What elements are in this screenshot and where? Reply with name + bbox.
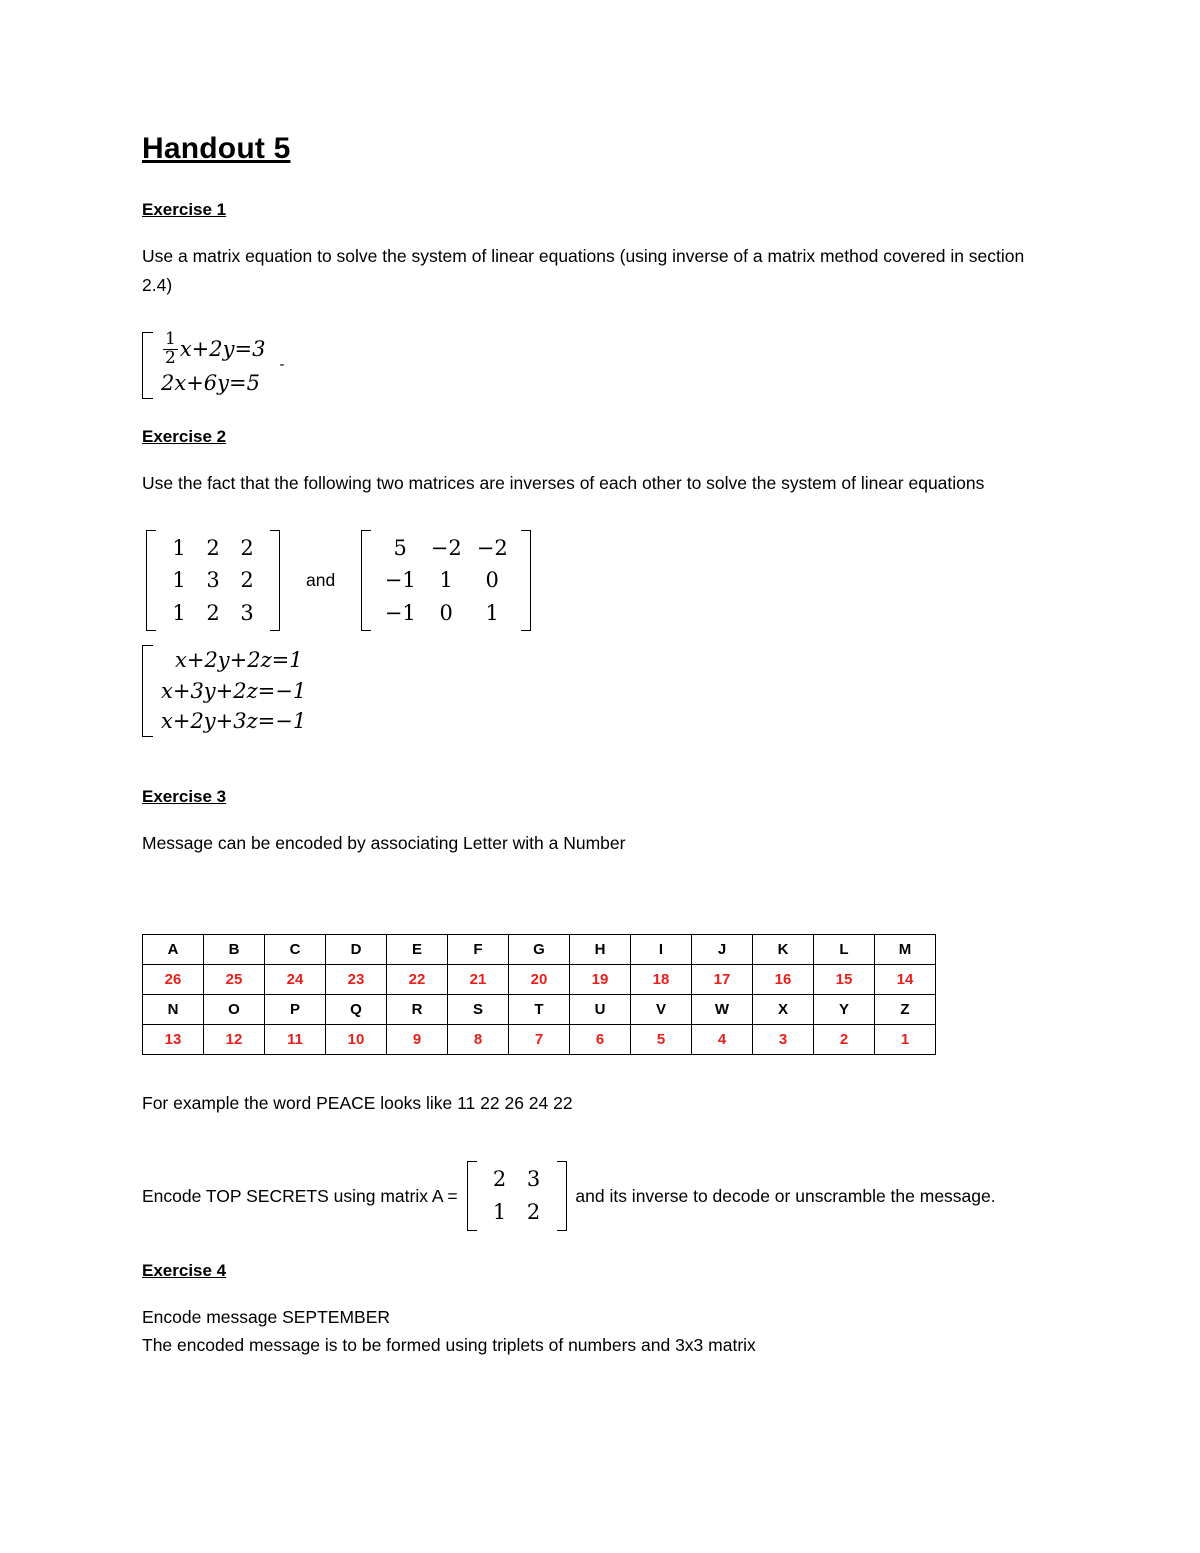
table-cell: G xyxy=(509,934,570,964)
matrix-cell: 1 xyxy=(492,1200,507,1224)
table-cell: 14 xyxy=(875,964,936,994)
equation-1 xyxy=(161,328,266,369)
table-cell: O xyxy=(204,994,265,1024)
table-cell: W xyxy=(692,994,753,1024)
table-cell: B xyxy=(204,934,265,964)
table-row xyxy=(143,994,936,1024)
matrix-cell: −2 xyxy=(476,535,508,560)
exercise-2-prompt: Use the fact that the following two matrices are inverses of each other to solve the system of linear equations xyxy=(142,472,985,493)
matrix-cell: −1 xyxy=(384,568,416,593)
table-cell: 9 xyxy=(387,1024,448,1054)
table-cell: F xyxy=(448,934,509,964)
table-cell: 19 xyxy=(570,964,631,994)
encode-prefix: Encode TOP SECRETS using matrix A = xyxy=(142,1185,463,1206)
document-content xyxy=(142,132,1058,1378)
exercise-3-encode-line xyxy=(142,1161,1058,1230)
equation-1-rest: x+2y=3 xyxy=(179,336,266,361)
table-cell: J xyxy=(692,934,753,964)
table-cell: 17 xyxy=(692,964,753,994)
fraction-one-half: $\frac{1}{2}$ xyxy=(165,328,176,368)
cipher-table xyxy=(142,934,936,1055)
matrix-cell: 2 xyxy=(240,535,254,560)
table-cell: 25 xyxy=(204,964,265,994)
table-cell: 3 xyxy=(753,1024,814,1054)
table-cell: M xyxy=(875,934,936,964)
table-cell: L xyxy=(814,934,875,964)
exercise-4-line-2: The encoded message is to be formed using triplets of numbers and 3x3 matrix xyxy=(142,1335,756,1356)
table-cell: 6 xyxy=(570,1024,631,1054)
table-cell: H xyxy=(570,934,631,964)
table-cell: Z xyxy=(875,994,936,1024)
matrix-cell: 3 xyxy=(240,600,254,625)
matrix-cell: 2 xyxy=(206,600,220,625)
exercise-3-heading: Exercise 3 xyxy=(142,786,227,806)
table-cell: P xyxy=(265,994,326,1024)
matrix-cell: 1 xyxy=(172,535,186,560)
table-cell: 4 xyxy=(692,1024,753,1054)
matrix-cell: 3 xyxy=(206,568,220,593)
table-cell: 12 xyxy=(204,1024,265,1054)
table-cell: 10 xyxy=(326,1024,387,1054)
exercise-1-prompt: Use a matrix equation to solve the system of linear equations (using inverse of a matrix method covered in section 2.4) xyxy=(142,246,1025,295)
matrix-cell: 2 xyxy=(492,1167,507,1192)
table-cell: Q xyxy=(326,994,387,1024)
table-cell: 16 xyxy=(753,964,814,994)
matrix-cell: −1 xyxy=(384,600,416,625)
equation-1: x+2y+2z=1 xyxy=(175,648,303,673)
exercise-1-system xyxy=(142,328,1058,399)
table-cell: 24 xyxy=(265,964,326,994)
table-cell: 8 xyxy=(448,1024,509,1054)
table-cell: 22 xyxy=(387,964,448,994)
matrix-cell: 3 xyxy=(526,1167,541,1192)
equation-3: x+2y+3z=−1 xyxy=(161,709,307,734)
matrix-cell: 0 xyxy=(485,568,499,593)
exercise-4-line-1: Encode message SEPTEMBER xyxy=(142,1306,391,1327)
table-cell: 13 xyxy=(143,1024,204,1054)
equation-2: 2x+6y=5 xyxy=(161,371,260,396)
matrix-cell: 1 xyxy=(172,600,186,625)
matrix-cell: 0 xyxy=(439,600,453,625)
table-cell: 18 xyxy=(631,964,692,994)
table-cell: 23 xyxy=(326,964,387,994)
matrix-cell: −2 xyxy=(430,535,462,560)
table-cell: K xyxy=(753,934,814,964)
table-cell: I xyxy=(631,934,692,964)
trailing-dash: - xyxy=(279,355,285,373)
table-cell: 5 xyxy=(631,1024,692,1054)
exercise-2-heading: Exercise 2 xyxy=(142,426,227,446)
table-cell: Y xyxy=(814,994,875,1024)
exercise-1-heading: Exercise 1 xyxy=(142,200,227,219)
table-cell: 15 xyxy=(814,964,875,994)
table-cell: 20 xyxy=(509,964,570,994)
matrix-cell: 1 xyxy=(485,600,499,625)
table-cell: 11 xyxy=(265,1024,326,1054)
system-brace xyxy=(142,332,153,399)
table-cell: 2 xyxy=(814,1024,875,1054)
matrix-cell: 2 xyxy=(526,1200,541,1224)
exercise-3-example: For example the word PEACE looks like 11 22 26 24 22 xyxy=(142,1092,573,1113)
matrix-cell: 1 xyxy=(172,568,186,593)
matrix-cell: 5 xyxy=(393,535,407,560)
table-cell: 26 xyxy=(143,964,204,994)
table-cell: V xyxy=(631,994,692,1024)
table-cell: 21 xyxy=(448,964,509,994)
matrix-cell: 2 xyxy=(206,535,220,560)
table-cell: X xyxy=(753,994,814,1024)
table-cell: N xyxy=(143,994,204,1024)
table-cell: D xyxy=(326,934,387,964)
matrix-cell: 1 xyxy=(439,568,453,593)
exercise-2-system xyxy=(142,645,1058,736)
table-cell: A xyxy=(143,934,204,964)
table-cell: T xyxy=(509,994,570,1024)
table-cell: R xyxy=(387,994,448,1024)
equation-2: x+3y+2z=−1 xyxy=(161,678,307,703)
table-row xyxy=(143,1024,936,1054)
table-cell: U xyxy=(570,994,631,1024)
page-title: Handout 5 xyxy=(142,132,291,165)
exercise-3-prompt: Message can be encoded by associating Letter with a Number xyxy=(142,832,626,853)
table-cell: C xyxy=(265,934,326,964)
system-brace xyxy=(142,645,153,736)
matrix-a-2x2 xyxy=(467,1161,567,1230)
table-row xyxy=(143,964,936,994)
table-cell: S xyxy=(448,994,509,1024)
table-cell: 7 xyxy=(509,1024,570,1054)
exercise-4-heading: Exercise 4 xyxy=(142,1260,227,1280)
matrix-b-inverse xyxy=(361,530,531,632)
conjunction-and: and xyxy=(306,570,336,591)
table-cell: E xyxy=(387,934,448,964)
encode-suffix: and its inverse to decode or unscramble the message. xyxy=(570,1185,996,1206)
exercise-2-matrices xyxy=(142,530,1058,632)
table-row xyxy=(143,934,936,964)
table-cell: 1 xyxy=(875,1024,936,1054)
matrix-a xyxy=(146,530,280,632)
matrix-cell: 2 xyxy=(240,568,254,593)
